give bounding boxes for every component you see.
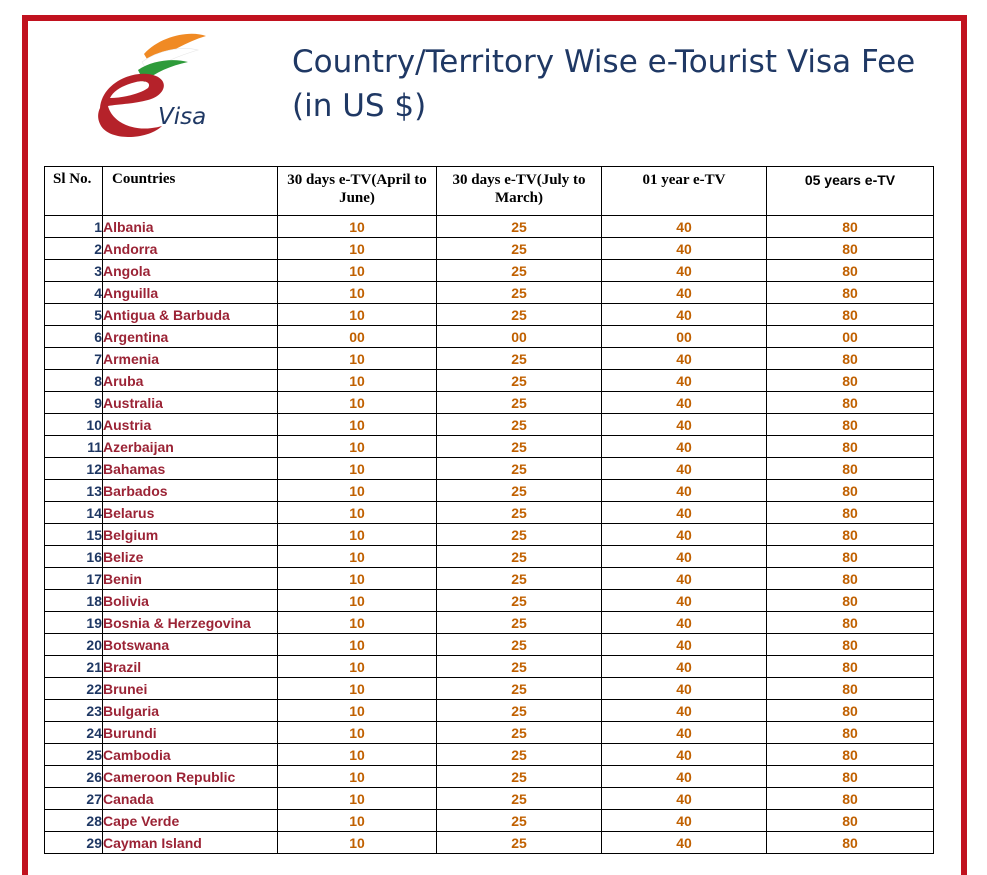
row-fee-30-days-april-june: 10 (278, 568, 437, 590)
row-fee-1-year: 40 (602, 282, 767, 304)
row-fee-5-years: 80 (767, 348, 934, 370)
row-sl-no: 17 (45, 568, 103, 590)
row-fee-30-days-july-march: 25 (437, 788, 602, 810)
row-fee-5-years: 80 (767, 502, 934, 524)
row-country: Armenia (103, 348, 278, 370)
row-sl-no: 14 (45, 502, 103, 524)
row-fee-5-years: 00 (767, 326, 934, 348)
row-fee-1-year: 40 (602, 238, 767, 260)
row-fee-30-days-april-june: 10 (278, 656, 437, 678)
row-fee-5-years: 80 (767, 590, 934, 612)
row-fee-30-days-april-june: 10 (278, 414, 437, 436)
row-fee-5-years: 80 (767, 480, 934, 502)
row-fee-30-days-april-june: 10 (278, 304, 437, 326)
row-fee-30-days-april-june: 10 (278, 744, 437, 766)
row-fee-30-days-april-june: 10 (278, 480, 437, 502)
row-fee-1-year: 40 (602, 546, 767, 568)
row-fee-5-years: 80 (767, 260, 934, 282)
row-fee-30-days-july-march: 25 (437, 458, 602, 480)
row-fee-30-days-july-march: 25 (437, 304, 602, 326)
row-fee-5-years: 80 (767, 238, 934, 260)
table-row (45, 744, 934, 766)
row-country: Bosnia & Herzegovina (103, 612, 278, 634)
row-fee-30-days-july-march: 25 (437, 700, 602, 722)
table-row (45, 370, 934, 392)
row-fee-1-year: 40 (602, 722, 767, 744)
header-1-year: 01 year e-TV (602, 167, 767, 216)
row-fee-5-years: 80 (767, 678, 934, 700)
row-fee-30-days-july-march: 25 (437, 480, 602, 502)
table-row (45, 656, 934, 678)
row-fee-5-years: 80 (767, 722, 934, 744)
row-fee-5-years: 80 (767, 700, 934, 722)
row-fee-30-days-april-june: 10 (278, 788, 437, 810)
row-country: Argentina (103, 326, 278, 348)
row-fee-1-year: 40 (602, 656, 767, 678)
row-fee-30-days-april-june: 10 (278, 282, 437, 304)
row-fee-30-days-july-march: 25 (437, 524, 602, 546)
row-fee-30-days-april-june: 10 (278, 458, 437, 480)
row-fee-30-days-april-june: 10 (278, 502, 437, 524)
header-30-days-april-june: 30 days e-TV(April to June) (278, 167, 437, 216)
row-sl-no: 20 (45, 634, 103, 656)
row-fee-1-year: 40 (602, 524, 767, 546)
row-fee-30-days-july-march: 25 (437, 590, 602, 612)
table-row (45, 304, 934, 326)
row-fee-30-days-july-march: 25 (437, 766, 602, 788)
row-fee-30-days-july-march: 00 (437, 326, 602, 348)
row-sl-no: 10 (45, 414, 103, 436)
table-row (45, 216, 934, 238)
row-country: Angola (103, 260, 278, 282)
row-fee-1-year: 40 (602, 348, 767, 370)
table-row (45, 678, 934, 700)
row-fee-1-year: 40 (602, 634, 767, 656)
row-sl-no: 21 (45, 656, 103, 678)
row-country: Cape Verde (103, 810, 278, 832)
row-fee-5-years: 80 (767, 304, 934, 326)
row-fee-1-year: 40 (602, 678, 767, 700)
row-fee-30-days-april-june: 10 (278, 524, 437, 546)
row-fee-5-years: 80 (767, 370, 934, 392)
row-country: Bulgaria (103, 700, 278, 722)
row-fee-1-year: 40 (602, 568, 767, 590)
row-sl-no: 27 (45, 788, 103, 810)
table-row (45, 524, 934, 546)
row-fee-30-days-april-june: 00 (278, 326, 437, 348)
row-sl-no: 1 (45, 216, 103, 238)
row-fee-30-days-april-june: 10 (278, 832, 437, 854)
row-country: Cameroon Republic (103, 766, 278, 788)
row-sl-no: 23 (45, 700, 103, 722)
row-sl-no: 29 (45, 832, 103, 854)
row-fee-30-days-april-june: 10 (278, 546, 437, 568)
row-fee-5-years: 80 (767, 656, 934, 678)
row-sl-no: 2 (45, 238, 103, 260)
table-row (45, 788, 934, 810)
row-country: Canada (103, 788, 278, 810)
row-sl-no: 7 (45, 348, 103, 370)
row-fee-5-years: 80 (767, 546, 934, 568)
table-row (45, 282, 934, 304)
table-row (45, 766, 934, 788)
row-fee-1-year: 40 (602, 370, 767, 392)
row-fee-30-days-july-march: 25 (437, 282, 602, 304)
table-row (45, 260, 934, 282)
row-country: Cambodia (103, 744, 278, 766)
row-country: Anguilla (103, 282, 278, 304)
row-fee-30-days-july-march: 25 (437, 568, 602, 590)
row-country: Botswana (103, 634, 278, 656)
row-fee-5-years: 80 (767, 766, 934, 788)
row-fee-30-days-july-march: 25 (437, 216, 602, 238)
row-fee-30-days-july-march: 25 (437, 260, 602, 282)
row-fee-30-days-april-june: 10 (278, 722, 437, 744)
row-fee-1-year: 40 (602, 436, 767, 458)
row-fee-1-year: 40 (602, 744, 767, 766)
row-fee-30-days-april-june: 10 (278, 766, 437, 788)
row-fee-30-days-july-march: 25 (437, 502, 602, 524)
row-fee-5-years: 80 (767, 414, 934, 436)
row-fee-1-year: 40 (602, 216, 767, 238)
table-row (45, 480, 934, 502)
table-row (45, 722, 934, 744)
row-sl-no: 28 (45, 810, 103, 832)
table-row (45, 546, 934, 568)
row-sl-no: 8 (45, 370, 103, 392)
row-sl-no: 15 (45, 524, 103, 546)
row-fee-1-year: 40 (602, 480, 767, 502)
row-fee-5-years: 80 (767, 524, 934, 546)
row-fee-30-days-july-march: 25 (437, 634, 602, 656)
row-sl-no: 16 (45, 546, 103, 568)
row-fee-30-days-april-june: 10 (278, 348, 437, 370)
row-fee-30-days-july-march: 25 (437, 414, 602, 436)
row-fee-30-days-july-march: 25 (437, 810, 602, 832)
row-fee-30-days-july-march: 25 (437, 436, 602, 458)
row-fee-5-years: 80 (767, 612, 934, 634)
row-sl-no: 18 (45, 590, 103, 612)
row-fee-30-days-july-march: 25 (437, 238, 602, 260)
table-row (45, 502, 934, 524)
row-fee-30-days-april-june: 10 (278, 238, 437, 260)
row-sl-no: 11 (45, 436, 103, 458)
row-fee-30-days-april-june: 10 (278, 634, 437, 656)
row-fee-5-years: 80 (767, 634, 934, 656)
row-sl-no: 6 (45, 326, 103, 348)
table-row (45, 326, 934, 348)
row-fee-5-years: 80 (767, 216, 934, 238)
row-fee-5-years: 80 (767, 744, 934, 766)
row-sl-no: 26 (45, 766, 103, 788)
header-30-days-july-march: 30 days e-TV(July to March) (437, 167, 602, 216)
row-fee-30-days-april-june: 10 (278, 678, 437, 700)
row-fee-30-days-july-march: 25 (437, 392, 602, 414)
row-fee-30-days-april-june: 10 (278, 810, 437, 832)
row-fee-1-year: 40 (602, 414, 767, 436)
row-country: Aruba (103, 370, 278, 392)
row-sl-no: 13 (45, 480, 103, 502)
row-fee-30-days-april-june: 10 (278, 392, 437, 414)
table-row (45, 700, 934, 722)
table-row (45, 832, 934, 854)
table-row (45, 568, 934, 590)
row-fee-5-years: 80 (767, 458, 934, 480)
row-sl-no: 25 (45, 744, 103, 766)
header-5-years: 05 years e-TV (767, 167, 934, 216)
row-fee-30-days-july-march: 25 (437, 678, 602, 700)
table-row (45, 458, 934, 480)
row-fee-1-year: 40 (602, 766, 767, 788)
row-fee-1-year: 40 (602, 590, 767, 612)
page-title: Country/Territory Wise e-Tourist Visa Fee (in US $) (292, 44, 916, 124)
row-sl-no: 3 (45, 260, 103, 282)
row-sl-no: 4 (45, 282, 103, 304)
row-fee-30-days-july-march: 25 (437, 656, 602, 678)
header-countries: Countries (103, 167, 278, 216)
row-country: Austria (103, 414, 278, 436)
row-sl-no: 12 (45, 458, 103, 480)
row-fee-30-days-april-june: 10 (278, 700, 437, 722)
row-fee-5-years: 80 (767, 810, 934, 832)
row-country: Belarus (103, 502, 278, 524)
row-country: Antigua & Barbuda (103, 304, 278, 326)
row-sl-no: 19 (45, 612, 103, 634)
table-row (45, 392, 934, 414)
row-country: Bahamas (103, 458, 278, 480)
row-fee-5-years: 80 (767, 568, 934, 590)
row-fee-5-years: 80 (767, 392, 934, 414)
row-fee-30-days-april-june: 10 (278, 612, 437, 634)
row-fee-1-year: 40 (602, 612, 767, 634)
row-fee-1-year: 40 (602, 304, 767, 326)
row-fee-30-days-april-june: 10 (278, 260, 437, 282)
row-fee-1-year: 40 (602, 832, 767, 854)
row-country: Burundi (103, 722, 278, 744)
row-fee-1-year: 40 (602, 700, 767, 722)
row-fee-1-year: 40 (602, 788, 767, 810)
evisa-logo (78, 30, 238, 145)
row-fee-1-year: 40 (602, 260, 767, 282)
row-country: Azerbaijan (103, 436, 278, 458)
row-fee-1-year: 40 (602, 810, 767, 832)
row-fee-30-days-april-june: 10 (278, 370, 437, 392)
row-country: Belize (103, 546, 278, 568)
row-fee-30-days-july-march: 25 (437, 744, 602, 766)
row-country: Australia (103, 392, 278, 414)
row-fee-30-days-july-march: 25 (437, 612, 602, 634)
row-country: Brazil (103, 656, 278, 678)
row-fee-30-days-july-march: 25 (437, 722, 602, 744)
table-row (45, 436, 934, 458)
row-fee-1-year: 40 (602, 458, 767, 480)
row-fee-1-year: 40 (602, 392, 767, 414)
table-row (45, 238, 934, 260)
row-country: Albania (103, 216, 278, 238)
row-fee-30-days-july-march: 25 (437, 832, 602, 854)
table-row (45, 414, 934, 436)
table-row (45, 634, 934, 656)
table-row (45, 612, 934, 634)
row-fee-30-days-april-june: 10 (278, 590, 437, 612)
row-country: Cayman Island (103, 832, 278, 854)
row-sl-no: 5 (45, 304, 103, 326)
row-country: Barbados (103, 480, 278, 502)
row-fee-5-years: 80 (767, 832, 934, 854)
table-row (45, 348, 934, 370)
row-fee-30-days-july-march: 25 (437, 348, 602, 370)
header-sl-no: Sl No. (45, 167, 103, 216)
row-sl-no: 22 (45, 678, 103, 700)
row-country: Brunei (103, 678, 278, 700)
row-fee-1-year: 40 (602, 502, 767, 524)
row-sl-no: 9 (45, 392, 103, 414)
table-row (45, 590, 934, 612)
table-header-row (45, 167, 934, 216)
visa-fee-table (44, 166, 934, 854)
row-fee-30-days-april-june: 10 (278, 216, 437, 238)
row-fee-5-years: 80 (767, 788, 934, 810)
row-sl-no: 24 (45, 722, 103, 744)
row-fee-5-years: 80 (767, 282, 934, 304)
row-fee-30-days-july-march: 25 (437, 370, 602, 392)
row-fee-30-days-april-june: 10 (278, 436, 437, 458)
row-fee-5-years: 80 (767, 436, 934, 458)
table-row (45, 810, 934, 832)
row-country: Andorra (103, 238, 278, 260)
row-fee-1-year: 00 (602, 326, 767, 348)
row-fee-30-days-july-march: 25 (437, 546, 602, 568)
logo-text: Visa (158, 104, 207, 130)
row-country: Bolivia (103, 590, 278, 612)
row-country: Benin (103, 568, 278, 590)
row-country: Belgium (103, 524, 278, 546)
